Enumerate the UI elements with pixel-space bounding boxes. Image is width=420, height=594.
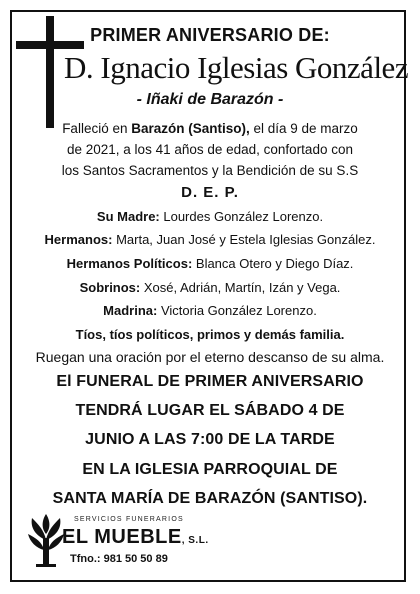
death-line-1-pre: Falleció en	[62, 121, 132, 136]
funeral-line-5: SANTA MARÍA DE BARAZÓN (SANTISO).	[52, 490, 368, 507]
nephews-value: Xosé, Adrián, Martín, Izán y Vega.	[140, 280, 341, 295]
death-line-1	[0, 121, 420, 136]
relative-inlaws	[0, 256, 420, 271]
anniversary-title: PRIMER ANIVERSARIO DE:	[90, 25, 330, 45]
inlaws-label: Hermanos Políticos:	[66, 256, 193, 271]
rip-text: D. E. P.	[181, 184, 239, 201]
logo-subtitle: SERVICIOS FUNERARIOS	[74, 516, 184, 523]
inlaws-value: Blanca Otero y Diego Díaz.	[192, 256, 354, 271]
funeral-home-logo	[26, 512, 226, 576]
funeral-line-3: JUNIO A LAS 7:00 DE LA TARDE	[85, 431, 335, 448]
relative-family: Tíos, tíos políticos, primos y demás familia.	[75, 327, 345, 342]
logo-phone: Tfno.: 981 50 50 89	[70, 553, 168, 565]
nephews-label: Sobrinos:	[79, 280, 141, 295]
funeral-line-2: TENDRÁ LUGAR EL SÁBADO 4 DE	[75, 402, 345, 419]
death-line-1-post: el día 9 de marzo	[249, 121, 358, 136]
cross-vertical-bar	[46, 16, 54, 128]
godmother-value: Victoria González Lorenzo.	[157, 303, 317, 318]
godmother-label: Madrina:	[103, 303, 158, 318]
funeral-line-1: El FUNERAL DE PRIMER ANIVERSARIO	[56, 373, 364, 390]
logo-name-suffix: , S.L.	[181, 535, 209, 546]
deceased-name: D. Ignacio Iglesias González	[64, 50, 409, 85]
funeral-line-4: EN LA IGLESIA PARROQUIAL DE	[82, 461, 338, 478]
siblings-label: Hermanos:	[44, 232, 113, 247]
mother-label: Su Madre:	[96, 209, 160, 224]
logo-name	[62, 526, 209, 549]
deceased-nickname: - Iñaki de Barazón -	[136, 91, 284, 108]
siblings-value: Marta, Juan José y Estela Iglesias González.	[112, 232, 376, 247]
death-place: Barazón (Santiso),	[131, 121, 250, 136]
death-line-2: de 2021, a los 41 años de edad, confortado con	[67, 142, 353, 157]
prayer-request: Ruegan una oración por el eterno descanso de su alma.	[35, 349, 385, 365]
relative-siblings	[0, 232, 420, 247]
mother-value: Lourdes González Lorenzo.	[159, 209, 324, 224]
relative-nephews	[0, 280, 420, 295]
death-line-3: los Santos Sacramentos y la Bendición de su S.S	[61, 163, 359, 178]
relative-godmother	[0, 303, 420, 318]
tree-logo-icon	[26, 514, 66, 570]
relative-mother	[0, 209, 420, 224]
logo-name-main: EL MUEBLE	[62, 526, 182, 548]
